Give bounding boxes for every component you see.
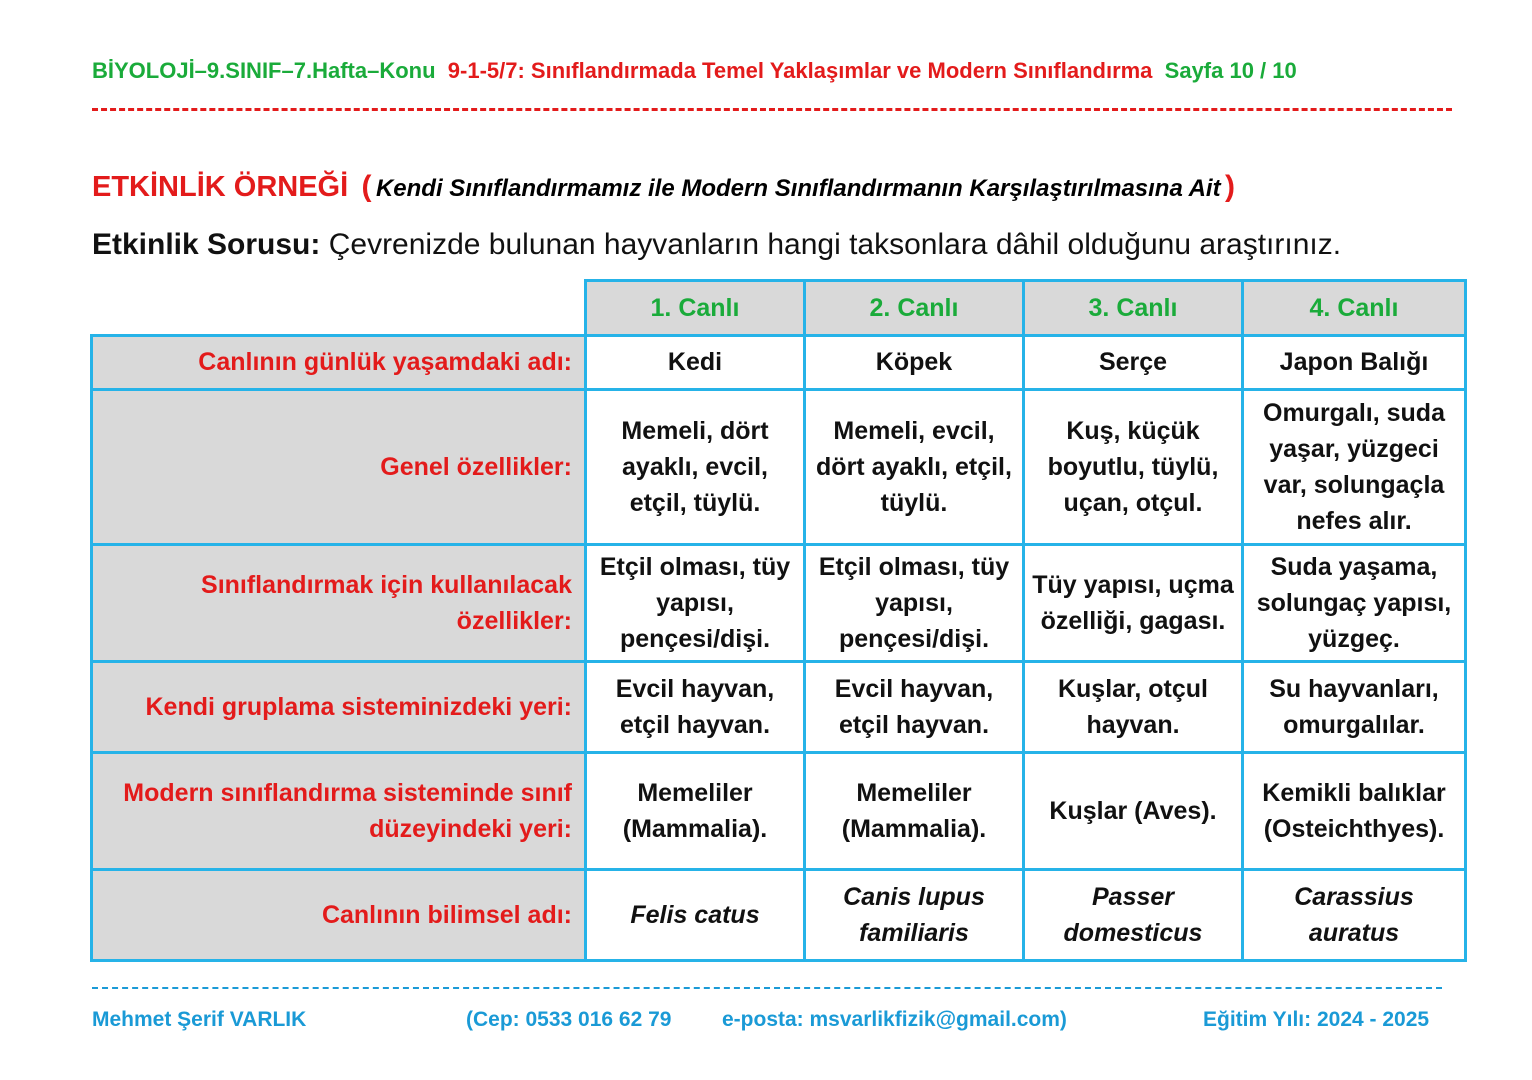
table-cell: Passer domesticus [1024, 870, 1243, 961]
table-cell: Su hayvanları, omurgalılar. [1243, 662, 1466, 753]
table-header-cell: 3. Canlı [1024, 281, 1243, 336]
header-divider [92, 108, 1452, 111]
table-cell: Etçil olması, tüy yapısı, pençesi/dişi. [805, 545, 1024, 662]
table-cell: Kuşlar, otçul hayvan. [1024, 662, 1243, 753]
table-cell: Memeli, dört ayaklı, evcil, etçil, tüylü. [586, 390, 805, 545]
table-cell: Tüy yapısı, uçma özelliği, gagası. [1024, 545, 1243, 662]
activity-title [92, 170, 1235, 204]
activity-heading: ETKİNLİK ÖRNEĞİ [92, 171, 349, 203]
table-row [92, 870, 1466, 961]
row-label: Genel özellikler: [92, 390, 586, 545]
row-label: Sınıflandırmak için kullanılacak özellikler: [92, 545, 586, 662]
table-cell: Kedi [586, 336, 805, 390]
table-cell: Memeliler (Mammalia). [805, 753, 1024, 870]
table-row [92, 662, 1466, 753]
row-label: Kendi gruplama sisteminizdeki yeri: [92, 662, 586, 753]
table-header-row [92, 281, 1466, 336]
table-corner [92, 281, 586, 336]
question-text: Çevrenizde bulunan hayvanların hangi taksonlara dâhil olduğunu araştırınız. [328, 228, 1342, 261]
table-header-cell: 2. Canlı [805, 281, 1024, 336]
table-cell: Etçil olması, tüy yapısı, pençesi/dişi. [586, 545, 805, 662]
footer-email: e-posta: msvarlikfizik@gmail.com) [722, 1008, 1067, 1031]
page-header [92, 58, 1452, 84]
table-cell: Carassius auratus [1243, 870, 1466, 961]
table-cell: Memeli, evcil, dört ayaklı, etçil, tüylü. [805, 390, 1024, 545]
row-label: Canlının günlük yaşamdaki adı: [92, 336, 586, 390]
header-course: BİYOLOJİ–9.SINIF–7.Hafta–Konu [92, 58, 436, 83]
table-cell: Japon Balığı [1243, 336, 1466, 390]
comparison-table [90, 279, 1467, 962]
header-topic: 9-1-5/7: Sınıflandırmada Temel Yaklaşımlar ve Modern Sınıflandırma [447, 58, 1153, 83]
footer-author: Mehmet Şerif VARLIK [92, 1008, 307, 1031]
activity-paren-close: ) [1225, 170, 1236, 203]
table-row [92, 545, 1466, 662]
table-cell: Memeliler (Mammalia). [586, 753, 805, 870]
table-cell: Köpek [805, 336, 1024, 390]
table-cell: Serçe [1024, 336, 1243, 390]
table-cell: Kuşlar (Aves). [1024, 753, 1243, 870]
table-cell: Canis lupus familiaris [805, 870, 1024, 961]
table-row [92, 390, 1466, 545]
table-header-cell: 1. Canlı [586, 281, 805, 336]
table-cell: Kuş, küçük boyutlu, tüylü, uçan, otçul. [1024, 390, 1243, 545]
table-cell: Evcil hayvan, etçil hayvan. [805, 662, 1024, 753]
question-label: Etkinlik Sorusu: [92, 228, 321, 261]
row-label: Canlının bilimsel adı: [92, 870, 586, 961]
table-cell: Felis catus [586, 870, 805, 961]
table-cell: Suda yaşama, solungaç yapısı, yüzgeç. [1243, 545, 1466, 662]
activity-subtitle: Kendi Sınıflandırmamız ile Modern Sınıflandırmanın Karşılaştırılmasına Ait [375, 175, 1221, 202]
footer-divider [92, 987, 1442, 989]
row-label: Modern sınıflandırma sisteminde sınıf düzeyindeki yeri: [92, 753, 586, 870]
footer-phone: (Cep: 0533 016 62 79 [466, 1008, 672, 1031]
table-row [92, 753, 1466, 870]
table-cell: Evcil hayvan, etçil hayvan. [586, 662, 805, 753]
table-cell: Kemikli balıklar (Osteichthyes). [1243, 753, 1466, 870]
table-row [92, 336, 1466, 390]
header-page-number: Sayfa 10 / 10 [1164, 58, 1297, 83]
footer-year: Eğitim Yılı: 2024 - 2025 [1203, 1008, 1430, 1031]
activity-question [92, 228, 1341, 262]
activity-paren-open: ( [361, 170, 372, 203]
table-cell: Omurgalı, suda yaşar, yüzgeci var, solungaçla nefes alır. [1243, 390, 1466, 545]
table-header-cell: 4. Canlı [1243, 281, 1466, 336]
